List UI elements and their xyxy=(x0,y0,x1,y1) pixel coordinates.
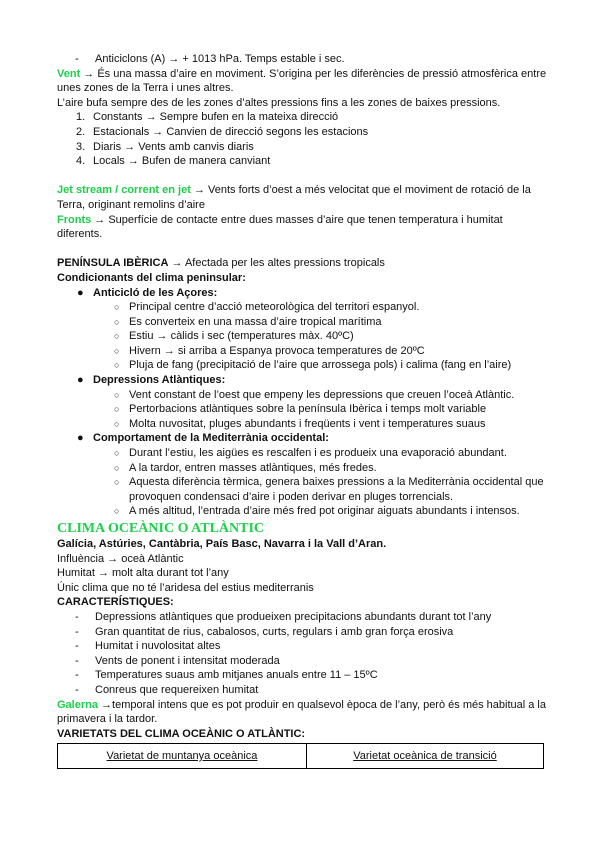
acores-sublist xyxy=(57,300,547,373)
list-item: ○ Pluja de fang (precipitació de l’aire que arrossega pols) i calima (fang en l’aire) xyxy=(114,359,512,372)
list-item: - Conreus que requereixen humitat xyxy=(57,683,547,698)
galerna-paragraph xyxy=(57,698,547,727)
table-cell: Varietat de muntanya oceànica xyxy=(58,744,307,769)
varietats-table xyxy=(57,743,544,769)
bullet-icon: ● xyxy=(77,432,84,445)
list-item: ● Comportament de la Mediterrània occidental: xyxy=(77,432,329,445)
document-page xyxy=(57,52,547,769)
list-item: ○ Principal centre d’acció meteorològica del territori espanyol. xyxy=(114,301,420,314)
peninsula-list xyxy=(57,286,547,301)
jet-paragraph xyxy=(57,183,547,212)
list-item: ○ Hivern → si arriba a Espanya provoca temperatures de 20ºC xyxy=(114,344,425,357)
table-cell: Varietat oceànica de transició xyxy=(306,744,543,769)
circle-icon: ○ xyxy=(114,448,120,459)
characteristics-heading: CARACTERÍSTIQUES: xyxy=(57,596,174,609)
circle-icon: ○ xyxy=(114,477,120,488)
list-item: 2. Estacionals → Canvien de direcció segons les estacions xyxy=(76,125,369,138)
oceanic-regions: Galícia, Astúries, Cantàbria, País Basc, Navarra i la Vall d’Aran. xyxy=(57,538,387,550)
list-item: ○ Molta nuvositat, pluges abundants i freqüents i vent i temperatures suaus xyxy=(114,417,486,430)
fronts-definition: → Superfície de contacte entre dues masses d’aire que tenen temperatura i humitat diferents. xyxy=(57,213,503,241)
characteristics-list xyxy=(57,610,547,698)
depressions-sublist xyxy=(57,388,547,432)
table-row xyxy=(58,744,544,769)
list-item: ○ A la tardor, entren masses atlàntiques, més fredes. xyxy=(114,461,377,474)
galerna-definition: →temporal intens que es pot produir en qualsevol època de l’any, però és més habitual a la primavera i la tardor. xyxy=(57,698,546,726)
circle-icon: ○ xyxy=(114,316,120,327)
list-item: ○ A més altitud, l’entrada d’aire més fred pot originar aiguats abundants i intensos. xyxy=(114,505,520,518)
list-item: - Gran quantitat de rius, cabalosos, curts, regulars i amb gran força erosiva xyxy=(57,625,547,640)
list-item: - Anticiclons (A) → + 1013 hPa. Temps estable i sec. xyxy=(57,52,547,67)
intro-list xyxy=(57,52,547,67)
list-item: ● Anticicló de les Açores: xyxy=(77,286,218,299)
circle-icon: ○ xyxy=(114,506,120,517)
list-item: ○ Durant l’estiu, les aigües es rescalfen i es produeix una evaporació abundant. xyxy=(114,447,507,460)
peninsula-heading: PENÍNSULA IBÈRICA → Afectada per les altes pressions tropicals xyxy=(57,257,385,270)
circle-icon: ○ xyxy=(114,302,120,313)
list-item: - Humitat i nuvolositat altes xyxy=(57,639,547,654)
list-item: - Temperatures suaus amb mitjanes anuals entre 11 – 15ºC xyxy=(57,668,547,683)
oceanic-title: CLIMA OCEÀNIC O ATLÀNTIC xyxy=(57,521,265,536)
list-item: ○ Es converteix en una massa d’aire tropical marítima xyxy=(114,315,382,328)
vent-definition: → És una massa d’aire en moviment. S’origina per les diferències de pressió atmosfèrica entre unes zones de la Terra i unes altres. xyxy=(57,67,547,95)
jet-term: Jet stream / corrent en jet xyxy=(57,184,191,197)
peninsula-subheading: Condicionants del clima peninsular: xyxy=(57,271,246,284)
fronts-paragraph xyxy=(57,213,547,242)
fronts-term: Fronts xyxy=(57,213,92,226)
circle-icon: ○ xyxy=(114,389,120,400)
oceanic-line: Humitat → molt alta durant tot l’any xyxy=(57,567,229,580)
oceanic-line: Influència → oceà Atlàntic xyxy=(57,552,184,565)
oceanic-line: Únic clima que no té l’aridesa del estius mediterranis xyxy=(57,581,314,594)
circle-icon: ○ xyxy=(114,418,120,429)
bullet-icon: ● xyxy=(77,374,84,387)
circle-icon: ○ xyxy=(114,462,120,473)
list-item: 4. Locals → Bufen de manera canviant xyxy=(76,155,271,168)
varietats-heading: VARIETATS DEL CLIMA OCEÀNIC O ATLÀNTIC: xyxy=(57,727,306,740)
list-item: ○ Pertorbacions atlàntiques sobre la península Ibèrica i temps molt variable xyxy=(114,403,487,416)
galerna-term: Galerna xyxy=(57,698,98,711)
bullet-icon: ● xyxy=(77,286,84,299)
list-item: - Vents de ponent i intensitat moderada xyxy=(57,654,547,669)
vent-line2: L’aire bufa sempre des de les zones d’altes pressions fins a les zones de baixes pressions. xyxy=(57,96,501,109)
circle-icon: ○ xyxy=(114,345,120,356)
list-item: ● Depressions Atlàntiques: xyxy=(77,374,226,387)
list-item: ○ Estiu → càlids i sec (temperatures màx. 40ºC) xyxy=(114,330,354,343)
circle-icon: ○ xyxy=(114,360,120,371)
list-item: ○ Vent constant de l’oest que empeny les depressions que creuen l’oceà Atlàntic. xyxy=(114,388,515,401)
circle-icon: ○ xyxy=(114,404,120,415)
vent-paragraph xyxy=(57,67,547,96)
list-item: 3. Diaris → Vents amb canvis diaris xyxy=(76,140,254,153)
circle-icon: ○ xyxy=(114,331,120,342)
vent-types-list xyxy=(57,110,547,168)
list-item: ○ Aquesta diferència tèrmica, genera baixes pressions a la Mediterrània occidental que provoquen condensaci d’aire i poden derivar en pluges torrencials. xyxy=(114,476,544,503)
list-item: - Depressions atlàntiques que produeixen precipitacions abundants durant tot l’any xyxy=(57,610,547,625)
vent-term: Vent xyxy=(57,67,81,80)
mediterrania-sublist xyxy=(57,446,547,519)
list-item: 1. Constants → Sempre bufen en la mateixa direcció xyxy=(76,111,339,124)
jet-definition: → Vents forts d’oest a més velocitat que el moviment de rotació de la Terra, originant remolins d’aire xyxy=(57,184,531,211)
